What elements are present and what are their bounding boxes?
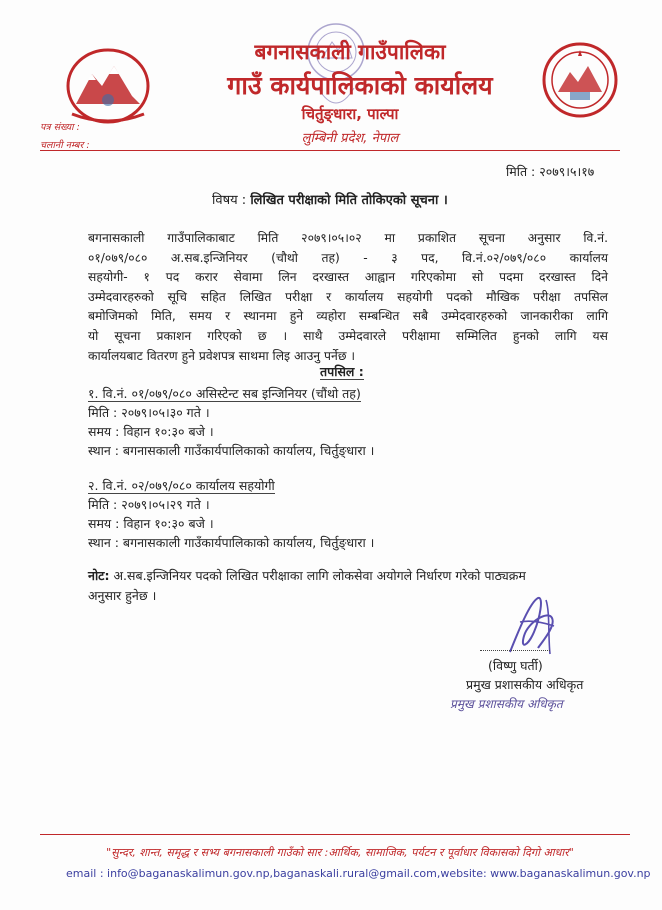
chalani-number-label: चलानी नम्बर :	[40, 140, 90, 151]
notice-paragraph	[88, 229, 608, 366]
note-text: अ.सब.इन्जिनियर पदको लिखित परीक्षाका लागि लोकसेवा अयोगले निर्धारण गरेको पाठ्यक्रम	[113, 568, 526, 583]
header-divider	[40, 150, 620, 151]
paragraph-line: उम्मेदवारहरुको सूचि सहित लिखित परीक्षा र कार्यालय सहयोगी पदको मौखिक परीक्षा तपसिल	[88, 289, 608, 304]
paragraph-line: सहयोगी- १ पद करार सेवामा लिन दरखास्त आह्वान गरिएकोमा सो पदमा दरखास्त दिने	[88, 270, 608, 285]
item-1-title-text: १. वि.नं. ०१/०७९/०८० असिस्टेन्ट सब इन्जिनियर (चौंथो तह)	[88, 386, 361, 401]
paragraph-line: ०१/०७९/०८० अ.सब.इन्जिनियर (चौथो तह) - ३ पद, वि.नं.०२/०७९/०८० कार्यालय	[88, 250, 608, 265]
subject-line	[212, 191, 448, 210]
letter-date: मिति : २०७९।५।१७	[506, 164, 595, 179]
paragraph-line: कार्यालयबाट वितरण हुने प्रवेशपत्र साथमा लिइ आउनु पर्नेछ ।	[88, 348, 356, 363]
paragraph-line: यो सूचना प्रकाशन गरिएको छ । साथै उम्मेदवारले परीक्षामा सम्मिलित हुनको लागि यस	[88, 328, 608, 343]
footer-email-1[interactable]: email : info@baganaskalimun.gov.np,	[66, 867, 274, 880]
item-1-time: समय : विहान १०:३० बजे ।	[88, 424, 214, 439]
municipality-name: बगनासकाली गाउँपालिका	[254, 40, 446, 64]
footer-email-2[interactable]: baganaskali.rural@gmail.com,	[273, 867, 441, 880]
item-1-date: मिति : २०७९।०५।३० गते ।	[88, 405, 210, 420]
item-2-title	[88, 476, 275, 495]
nepal-emblem-logo	[62, 44, 154, 126]
item-1-place: स्थान : बगनासकाली गाउँकार्यपालिकाको कार्यालय, चिर्तुङ्धारा ।	[88, 443, 375, 458]
item-2-time: समय : विहान १०:३० बजे ।	[88, 516, 214, 531]
signatory-title: प्रमुख प्रशासकीय अधिकृत	[466, 677, 584, 692]
item-2-date: मिति : २०७९।०५।२९ गते ।	[88, 497, 210, 512]
note-line-2: अनुसार हुनेछ ।	[88, 588, 157, 603]
footer-divider	[40, 834, 630, 835]
tapasil-heading	[320, 362, 364, 381]
item-2-place: स्थान : बगनासकाली गाउँकार्यपालिकाको कार्यालय, चिर्तुङ्धारा ।	[88, 535, 375, 550]
paragraph-line: बगनासकाली गाउँपालिकाबाट मिति २०७९।०५।०२ मा प्रकाशित सूचना अनुसार वि.नं.	[88, 231, 608, 245]
signatory-name: (विष्णु घर्ती)	[488, 658, 543, 673]
subject-prefix: विषय :	[212, 193, 247, 208]
tapasil-heading-text: तपसिल :	[320, 364, 364, 379]
handwritten-signature	[490, 592, 570, 662]
designation-stamp: प्रमुख प्रशासकीय अधिकृत	[450, 697, 563, 711]
office-name: गाउँ कार्यपालिकाको कार्यालय	[227, 71, 493, 100]
footer-website[interactable]: website: www.baganaskalimun.gov.np	[440, 867, 651, 880]
footer-contact	[66, 867, 651, 880]
office-location: चिर्तुङ्धारा, पाल्पा	[301, 105, 399, 123]
item-1-title	[88, 384, 361, 403]
subject-text: लिखित परीक्षाको मिति तोकिएको सूचना ।	[250, 193, 448, 208]
paragraph-line: बमोजिमको मिति, समय र स्थानमा हुने व्यहोरा सम्बन्धित सबै उम्मेदवारहरुको जानकारीका लागि	[88, 309, 608, 324]
signature-dotted-line	[480, 650, 550, 651]
note-label: नोट:	[88, 568, 110, 583]
patra-sankhya-label: पत्र संख्या :	[40, 122, 80, 133]
item-2-title-text: २. वि.नं. ०२/०७९/०८० कार्यालय सहयोगी	[88, 478, 275, 493]
province-name: लुम्बिनी प्रदेश, नेपाल	[301, 131, 399, 146]
footer-motto: "सुन्दर, शान्त, समृद्ध र सभ्य बगनासकाली गाउँको सार :आर्थिक, सामाजिक, पर्यटन र पूर्वाधार विकासको दिगो आधार"	[106, 846, 574, 859]
note-line-1	[88, 566, 608, 586]
